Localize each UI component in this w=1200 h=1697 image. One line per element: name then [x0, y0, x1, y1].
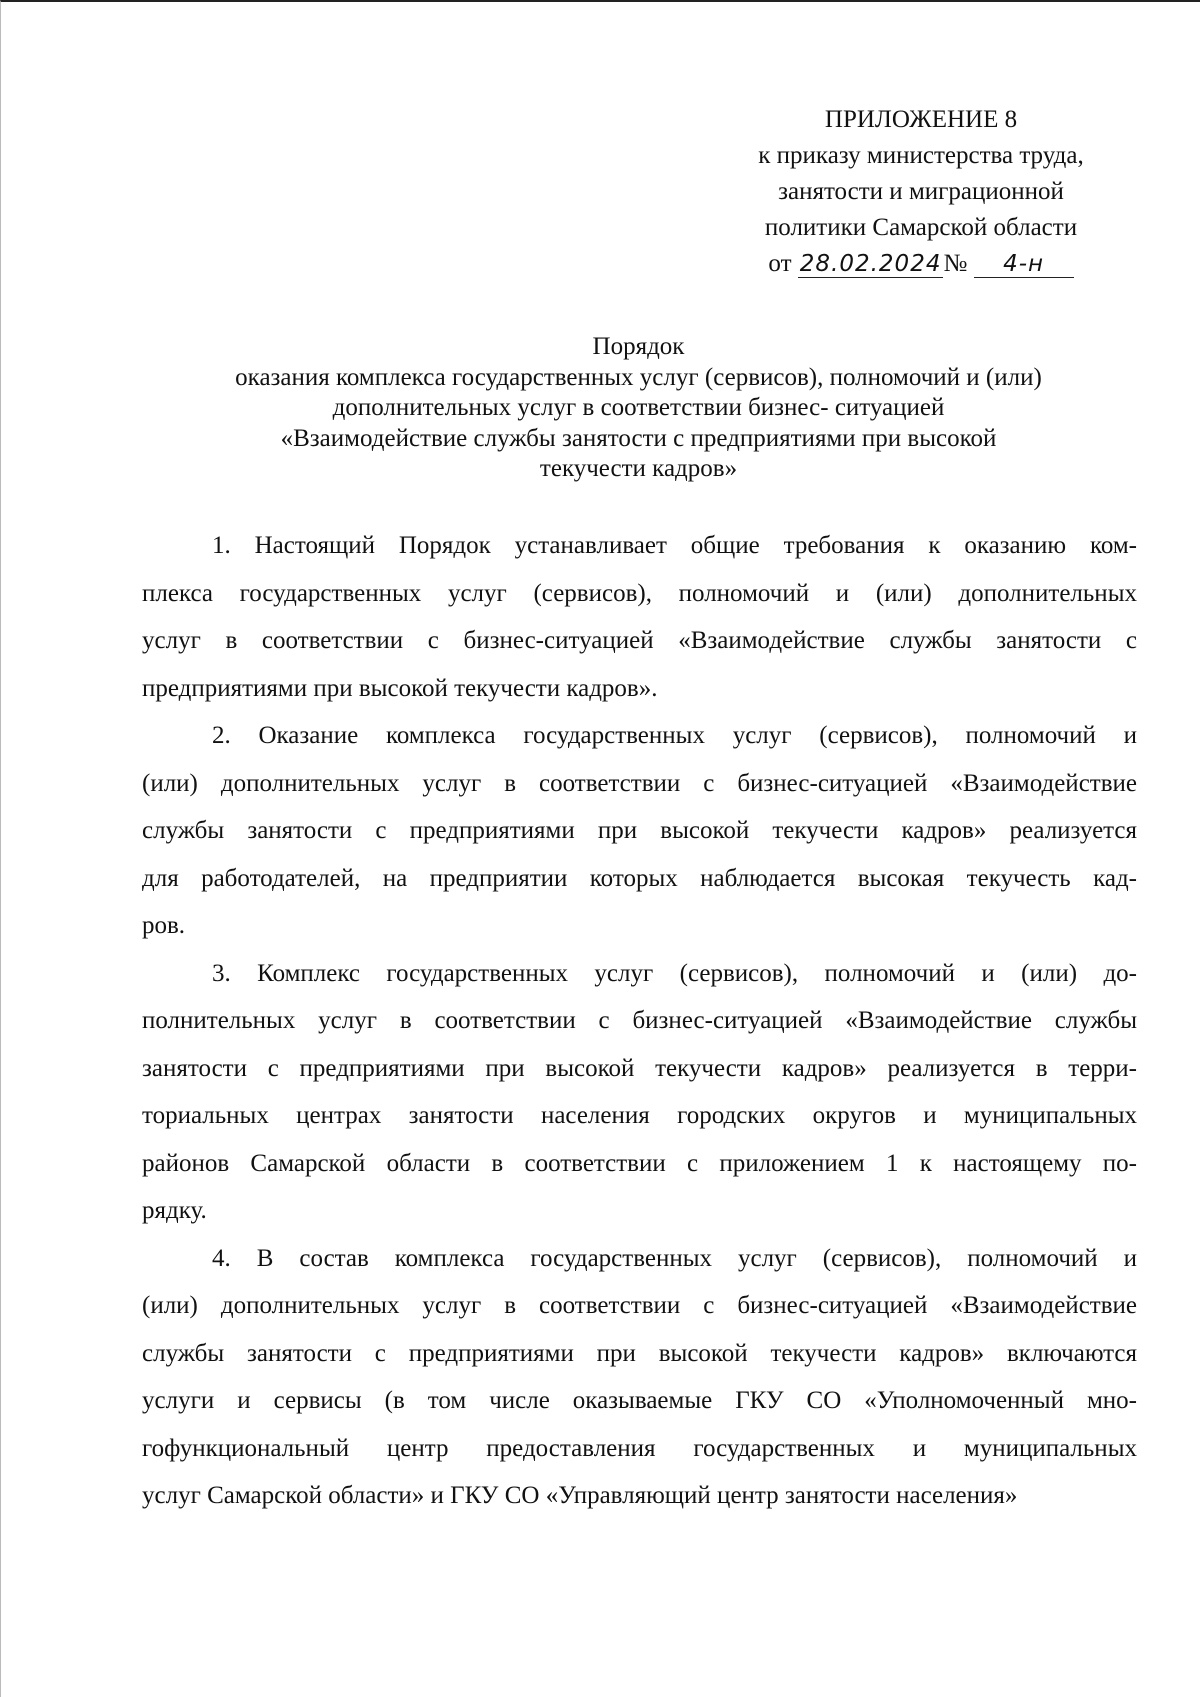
paragraph-line: службы занятости с предприятиями при высокой текучести кадров» реализуется — [142, 817, 1137, 844]
number-label: № — [943, 250, 968, 277]
paragraph-line: услуг Самарской области» и ГКУ СО «Управляющий центр занятости населения» — [142, 1482, 1018, 1509]
paragraph-line: для работодателей, на предприятии которых наблюдается высокая текучесть кад- — [142, 864, 1137, 892]
paragraph-line: гофункциональный центр предоставления государственных и муниципальных — [142, 1434, 1137, 1462]
paragraph-line: службы занятости с предприятиями при высокой текучести кадров» включаются — [142, 1339, 1137, 1367]
paragraph-line: полнительных услуг в соответствии с бизнес-ситуацией «Взаимодействие службы — [142, 1007, 1137, 1034]
paragraph-line: 1. Настоящий Порядок устанавливает общие требования к оказанию ком- — [212, 532, 1137, 559]
handwritten-date: 28.02.2024 — [799, 251, 942, 277]
paragraph-line: плекса государственных услуг (сервисов), полномочий и (или) дополнительных — [142, 579, 1137, 607]
paragraph-line: 3. Комплекс государственных услуг (сервисов), полномочий и (или) до- — [212, 959, 1137, 987]
title-line-5: текучести кадров» — [539, 455, 738, 482]
appendix-header — [721, 102, 1121, 282]
paragraph-3 — [142, 950, 1137, 1235]
appendix-line-2: занятости и миграционной — [778, 178, 1064, 205]
paragraph-line: услуги и сервисы (в том числе оказываемые ГКУ СО «Уполномоченный мно- — [142, 1387, 1137, 1414]
paragraph-line: 4. В состав комплекса государственных услуг (сервисов), полномочий и — [212, 1244, 1137, 1272]
paragraph-line: 2. Оказание комплекса государственных услуг (сервисов), полномочий и — [212, 722, 1137, 749]
paragraph-line: районов Самарской области в соответствии с приложением 1 к настоящему по- — [142, 1149, 1137, 1177]
title-line-2: оказания комплекса государственных услуг (сервисов), полномочий и (или) — [235, 363, 1042, 391]
paragraph-line: ров. — [142, 912, 186, 939]
appendix-line-1: к приказу министерства труда, — [758, 142, 1084, 169]
paragraph-line: ториальных центрах занятости населения городских округов и муниципальных — [142, 1102, 1137, 1129]
handwritten-number: 4-н — [974, 251, 1074, 278]
appendix-title: ПРИЛОЖЕНИЕ 8 — [824, 106, 1018, 133]
paragraph-line: предприятиями при высокой текучести кадров». — [142, 674, 658, 702]
paragraph-line: занятости с предприятиями при высокой текучести кадров» реализуется в терри- — [142, 1054, 1137, 1082]
paragraph-line: рядку. — [142, 1197, 207, 1224]
document-body — [142, 522, 1137, 1520]
paragraph-1 — [142, 522, 1137, 712]
appendix-date-line — [721, 246, 1121, 282]
document-title — [141, 332, 1136, 485]
appendix-line-3: политики Самарской области — [764, 214, 1078, 241]
title-line-1: Порядок — [592, 333, 685, 360]
paragraph-line: (или) дополнительных услуг в соответствии с бизнес-ситуацией «Взаимодействие — [142, 769, 1137, 797]
title-line-3: дополнительных услуг в соответствии бизнес- ситуацией — [332, 394, 945, 421]
paragraph-line: услуг в соответствии с бизнес-ситуацией «Взаимодействие службы занятости с — [142, 627, 1137, 654]
paragraph-4 — [142, 1235, 1137, 1520]
paragraph-line: (или) дополнительных услуг в соответствии с бизнес-ситуацией «Взаимодействие — [142, 1292, 1137, 1319]
paragraph-2 — [142, 712, 1137, 950]
from-label: от — [768, 250, 792, 277]
title-line-4: «Взаимодействие службы занятости с предприятиями при высокой — [280, 424, 997, 452]
